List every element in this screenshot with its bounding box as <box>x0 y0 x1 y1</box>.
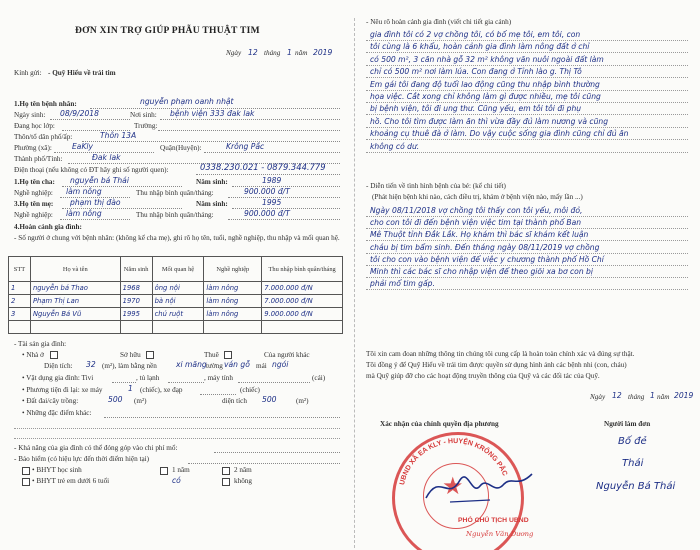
situation-block-line: họa việc. Cắt xong chỉ không làm gì được nhiều, mẹ tôi cũng <box>370 92 601 101</box>
village: Thôn 13A <box>100 131 137 140</box>
mother-income-label: Thu nhập bình quân/tháng: <box>136 211 214 219</box>
situation-block-line: khoảng cụ thuê đà ở làm. Do vậy cuộc sống gia đình cũng chỉ đủ ăn <box>370 129 629 139</box>
bhyt-child-label: • BHYT trẻ em dưới 6 tuổi <box>32 477 110 485</box>
birthplace: bệnh viện 333 đak lak <box>170 109 255 118</box>
situation-block-line: tôi cùng là 6 khẩu, hoàn cảnh gia đình làm nông đất ở chỉ <box>370 42 590 52</box>
column-divider <box>354 18 355 548</box>
applicant-sig-line-2: Thái <box>622 458 644 469</box>
family-heading: 4.Hoàn cảnh gia đình: <box>14 223 82 231</box>
bhyt-child-mark: có <box>172 476 181 485</box>
fridge-label: , tủ lạnh <box>136 374 160 382</box>
father-name: nguyễn bá Thái <box>70 176 129 185</box>
date-year-label: năm <box>295 49 308 57</box>
area-unit: (m²), làm bằng nền <box>102 362 157 370</box>
applicant-sig-line-1: Bố đẻ <box>618 436 647 447</box>
ward: EaKly <box>72 142 94 151</box>
sign-date-year: 2019 <box>674 391 694 400</box>
household-items-label: • Vật dụng gia đình: Tivi <box>22 374 94 382</box>
mother-birth-label: Năm sinh: <box>196 200 228 208</box>
illness-block-line: cháu bị tim bẩm sinh. Đến tháng ngày 08/11/2019 vợ chồng <box>370 242 600 252</box>
assets-heading: - Tài sản gia đình: <box>14 340 67 348</box>
city-label: Thành phố/Tỉnh: <box>14 155 63 163</box>
row2-stt: 2 <box>11 296 16 305</box>
no-label: không <box>234 477 252 485</box>
situation-block-line: hồ. Cho tôi tìm được làm ăn thì vừa đầy đủ làm nương và cũng <box>370 116 609 126</box>
row3-birth: 1995 <box>122 309 140 318</box>
district-label: Quận(Huyện): <box>160 144 202 152</box>
other-features-label: • Những đặc điểm khác: <box>22 409 92 417</box>
table-row <box>9 282 343 295</box>
mother-name-label: 3.Họ tên mẹ: <box>14 200 54 208</box>
owned-label: Sở hữu <box>120 351 141 359</box>
row1-stt: 1 <box>11 283 16 292</box>
sign-date-day: 12 <box>612 391 622 400</box>
grade-label: Đang học lớp: <box>14 122 55 130</box>
vehicle-label: • Phương tiện đi lại: xe máy <box>22 386 103 394</box>
contribution-label: - Khả năng của gia đình có thể đóng góp vào chi phí mổ: <box>14 444 178 452</box>
commitment-line-3: mà Quỹ giúp đỡ cho các hoạt động truyền thông của Quỹ và các đối tác của Quỹ. <box>366 372 600 380</box>
illness-sublabel: (Phát hiện bệnh khi nào, cách điều trị, khám ở bệnh viện nào, mấy lần ...) <box>372 193 583 201</box>
local-confirm-label: Xác nhận của chính quyền địa phương <box>380 420 499 428</box>
sign-date-month-label: tháng <box>628 393 645 401</box>
school-label: Trường: <box>134 122 158 130</box>
city: Đak lak <box>92 153 121 162</box>
two-year-label: 2 năm <box>234 466 252 474</box>
mother-income: 900.000 đ/T <box>244 209 290 218</box>
commitment-line-2: Tôi đồng ý để Quỹ Hiểu về trái tim được quyền sử dụng hình ảnh các bệnh nhi (con, cháu) <box>366 361 627 369</box>
row1-birth: 1968 <box>122 283 140 292</box>
sign-date-prefix: Ngày <box>590 393 606 401</box>
wall-material: ván gỗ <box>224 360 250 369</box>
table-row <box>9 321 343 334</box>
row3-stt: 3 <box>11 309 16 318</box>
situation-block-line: có 500 m², 3 căn nhà gỗ 32 m² không văn nuôi ngoài đất làm <box>370 54 604 64</box>
family-desc: - Số người ở chung với bệnh nhân: (không kể cha mẹ), ghi rõ họ tên, tuổi, nghề nghiệp, thu nhập và mối quan hệ. <box>14 234 340 242</box>
motorbike-count: 1 <box>128 384 133 393</box>
patient-name: nguyễn phạm oanh nhật <box>140 97 234 106</box>
father-job: làm nông <box>66 187 102 196</box>
one-year-label: 1 năm <box>172 466 190 474</box>
district: Krông Pắc <box>226 142 265 151</box>
row2-job: làm nông <box>206 296 239 305</box>
illness-block-line: Mê Thuột tỉnh Đắk Lắk. Họ khám thì bác sĩ khám kết luận <box>370 230 589 240</box>
illness-block-line: Minh thì các bác sĩ cho nhập viện để theo giõi xa bơ con bị <box>370 267 593 276</box>
col-job: Nghề nghiệp <box>204 257 262 282</box>
sign-date-year-label: năm <box>657 393 670 401</box>
col-stt: STT <box>9 257 31 282</box>
col-name: Họ và tên <box>30 257 120 282</box>
row1-name: nguyễn bá Thao <box>32 283 88 292</box>
wall-label: tường <box>206 362 223 370</box>
birthplace-label: Nơi sinh: <box>130 111 157 119</box>
row1-job: làm nông <box>206 283 239 292</box>
roof-material: ngói <box>272 360 289 369</box>
house-label: • Nhà ở <box>22 351 44 359</box>
situation-block-line: chỉ có 500 m² nơi làm lúa. Con đang ở Tỉnh lào g. Thị Tô <box>370 67 582 77</box>
row2-income: 7.000.000 đ/N <box>264 296 313 305</box>
dob-label: Ngày sinh: <box>14 111 46 119</box>
rented-checkbox <box>146 351 154 359</box>
land-area-unit: (m²) <box>296 397 309 405</box>
row2-birth: 1970 <box>122 296 140 305</box>
land-value: 500 <box>108 395 123 404</box>
situation-block-line: bị bệnh viện, tôi đi ung thư. Cũng yếu, em tôi tôi đi phụ <box>370 104 582 114</box>
one-year-checkbox <box>160 467 168 475</box>
father-income: 900.000 đ/T <box>244 187 290 196</box>
father-birth: 1989 <box>262 176 282 185</box>
table-row <box>9 295 343 308</box>
sign-date-month: 1 <box>650 391 655 400</box>
illness-block-line: Ngày 08/11/2018 vợ chồng tôi thấy con tôi yếu, môi đỏ, <box>370 206 583 215</box>
row2-relation: bà nội <box>154 296 176 305</box>
situation-block-line: không có dư. <box>370 141 420 151</box>
bicycle-unit: (chiếc) <box>240 386 260 394</box>
seal-position: PHÓ CHỦ TỊCH UBND <box>458 517 529 524</box>
official-seal: ★ <box>392 432 524 550</box>
land-area-label: diện tích <box>222 397 247 405</box>
two-year-checkbox <box>222 467 230 475</box>
no-checkbox <box>222 478 230 486</box>
area-value: 32 <box>86 360 96 369</box>
village-label: Thôn/tổ dân phố/ấp: <box>14 133 73 141</box>
table-row <box>9 308 343 321</box>
situation-block-line: gia đình tôi có 2 vợ chồng tôi, có bố mẹ tôi, em tôi, con <box>370 30 581 39</box>
mother-job: làm nông <box>66 209 102 218</box>
col-income: Thu nhập bình quân/tháng <box>262 257 343 282</box>
row3-income: 9.000.000 đ/N <box>264 309 313 318</box>
recipient-label: Kính gửi: <box>14 69 42 77</box>
patient-name-label: 1.Họ tên bệnh nhân: <box>14 100 77 108</box>
land-area-value: 500 <box>262 395 277 404</box>
col-relation: Mối quan hệ <box>152 257 204 282</box>
bhyt-student-checkbox <box>22 467 30 475</box>
others-label: Của người khác <box>264 351 310 359</box>
items-unit: (cái) <box>312 374 326 382</box>
form-title: ĐƠN XIN TRỢ GIÚP PHẪU THUẬT TIM <box>75 26 260 36</box>
col-birth: Năm sinh <box>120 257 152 282</box>
row3-job: làm nông <box>206 309 239 318</box>
bhyt-student-label: • BHYT học sinh <box>32 466 82 474</box>
situation-label: - Nêu rõ hoàn cảnh gia đình (viết chi tiết gia cảnh) <box>366 18 512 26</box>
father-income-label: Thu nhập bình quân/tháng: <box>136 189 214 197</box>
mother-job-label: Nghề nghiệp: <box>14 211 53 219</box>
table-header-row <box>9 257 343 282</box>
land-unit: (m²) <box>134 397 147 405</box>
household-table <box>8 256 343 334</box>
roof-label: mái <box>256 362 267 370</box>
row3-name: Nguyễn Bá Vũ <box>32 309 82 318</box>
row1-income: 7.000.000 đ/N <box>264 283 313 292</box>
phone: 0338.230.021 - 0879.344.779 <box>200 162 326 172</box>
row2-name: Phạm Thị Lan <box>32 296 80 305</box>
seal-ring-label: UBND XÃ EA KLY - HUYỆN KRÔNG PẮC <box>398 437 509 486</box>
date-day: 12 <box>248 48 258 57</box>
father-job-label: Nghề nghiệp: <box>14 189 53 197</box>
father-birth-label: Năm sinh: <box>196 178 228 186</box>
date-month-label: tháng <box>264 49 281 57</box>
date-month: 1 <box>287 48 292 57</box>
land-label: • Đất đai/cây trồng: <box>22 397 79 405</box>
mother-birth: 1995 <box>262 198 282 207</box>
area-label: Diện tích: <box>44 362 73 370</box>
official-signature <box>420 462 540 512</box>
seal-official: Nguyễn Văn Dương <box>466 530 534 538</box>
commitment-line-1: Tôi xin cam đoan những thông tin chúng tôi cung cấp là hoàn toàn chính xác và đúng sự thật. <box>366 350 635 358</box>
floor-material: xi măng <box>176 360 207 369</box>
owned-checkbox <box>50 351 58 359</box>
laptop-label: , máy tính <box>204 374 233 382</box>
illness-block-line: cho con tôi đi đến bệnh viện việc tim tại thành phố Ban <box>370 218 582 228</box>
mother-name: phạm thị đào <box>70 198 121 207</box>
insurance-heading: - Bảo hiểm (có hiệu lực đến thời điểm hiện tại) <box>14 455 150 463</box>
bhyt-child-checkbox <box>22 478 30 486</box>
applicant-label: Người làm đơn <box>604 420 651 428</box>
date-prefix: Ngày <box>226 49 242 57</box>
applicant-sig-line-3: Nguyễn Bá Thái <box>596 481 676 492</box>
date-year: 2019 <box>313 48 333 57</box>
bicycle-label: (chiếc), xe đạp <box>140 386 183 394</box>
recipient-value: - Quỹ Hiểu về trái tim <box>48 69 116 77</box>
dob: 08/9/2018 <box>60 109 99 118</box>
ward-label: Phường (xã): <box>14 144 52 152</box>
situation-block-line: Em gái tôi đang độ tuổi lao động cũng thu nhập bình thường <box>370 79 600 89</box>
father-name-label: 1.Họ tên cha: <box>14 178 55 186</box>
row3-relation: chú ruột <box>154 309 184 318</box>
illness-label: - Diễn tiến về tình hình bệnh của bé: (kể chi tiết) <box>366 182 506 190</box>
illness-block-line: phải mổ tim gấp. <box>370 279 435 289</box>
others-checkbox <box>224 351 232 359</box>
rented-label: Thuê <box>204 351 219 359</box>
illness-block-line: tôi cho con vào bệnh viện để việc y chương thành phố Hồ Chí <box>370 254 604 264</box>
phone-label: Điện thoại (nếu không có ĐT hãy ghi số người quen): <box>14 166 169 174</box>
row1-relation: ông nội <box>154 283 180 292</box>
